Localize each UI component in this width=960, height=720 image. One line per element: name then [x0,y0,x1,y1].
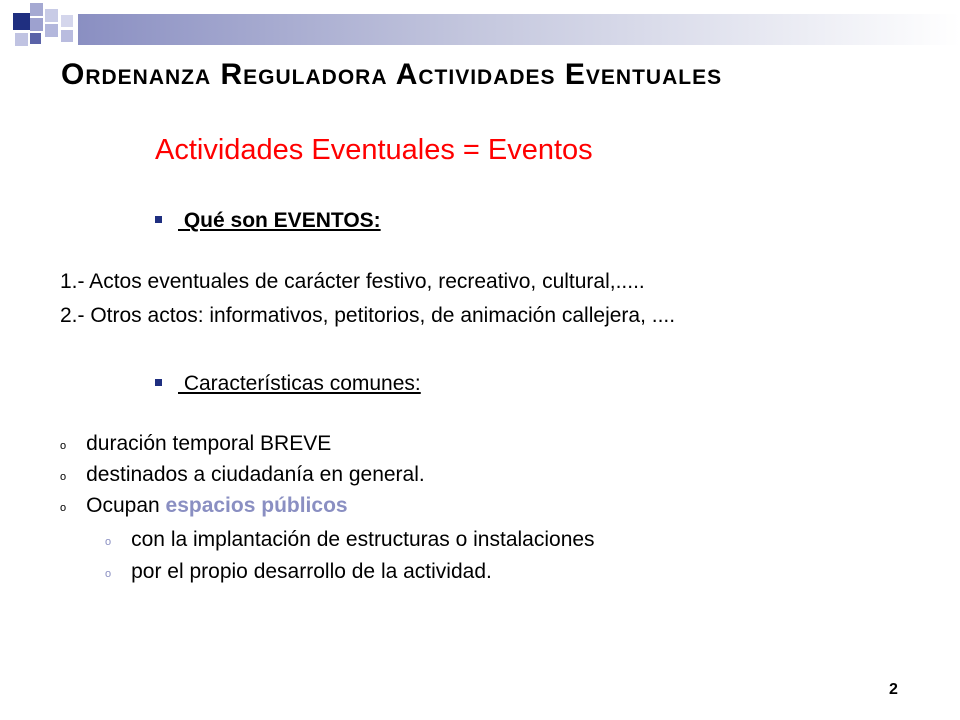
page-number: 2 [889,681,898,698]
section-characteristics-heading [155,372,421,396]
slide-subtitle: Actividades Eventuales = Eventos [155,134,593,166]
circle-bullet-icon: o [60,471,67,483]
list-item: 1.- Actos eventuales de carácter festivo, recreativo, cultural,..... [60,270,645,293]
slide-title: Ordenanza Reguladora Actividades Eventuales [61,58,723,91]
section-events-heading-text: Qué son EVENTOS: [178,209,381,232]
bullet-text: destinados a ciudadanía en general. [86,463,425,486]
sub-bullet-item [105,560,492,584]
sub-bullet-text: con la implantación de estructuras o instalaciones [131,528,595,551]
decor-square-light-4 [45,24,58,37]
decor-square-light-3 [30,18,43,31]
circle-bullet-icon: o [60,502,67,514]
sub-bullet-text: por el propio desarrollo de la actividad. [131,560,492,583]
list-item: 2.- Otros actos: informativos, petitorios, de animación callejera, .... [60,304,676,327]
decor-square-light-1 [30,3,43,16]
section-events-heading [155,209,381,233]
section-characteristics-heading-text: Características comunes: [178,372,421,395]
header-gradient-bar [78,14,960,45]
circle-bullet-icon: o [60,440,67,452]
bullet-item [60,432,331,456]
bullet-item [60,463,425,487]
bullet-text-prefix: Ocupan [86,494,166,517]
decor-square-dark-2 [30,33,41,44]
square-bullet-icon [155,216,162,223]
circle-bullet-icon: o [105,568,112,580]
decor-square-light-6 [61,15,73,27]
sub-bullet-item [105,528,595,552]
circle-bullet-icon: o [105,536,112,548]
square-bullet-icon [155,379,162,386]
highlight-public-spaces: espacios públicos [165,494,348,517]
decor-square-light-2 [45,9,58,22]
bullet-item [60,494,348,518]
decor-square-light-5 [15,33,28,46]
decor-square-light-7 [61,30,73,42]
bullet-text: duración temporal BREVE [86,432,332,455]
decor-square-dark-1 [13,13,30,30]
